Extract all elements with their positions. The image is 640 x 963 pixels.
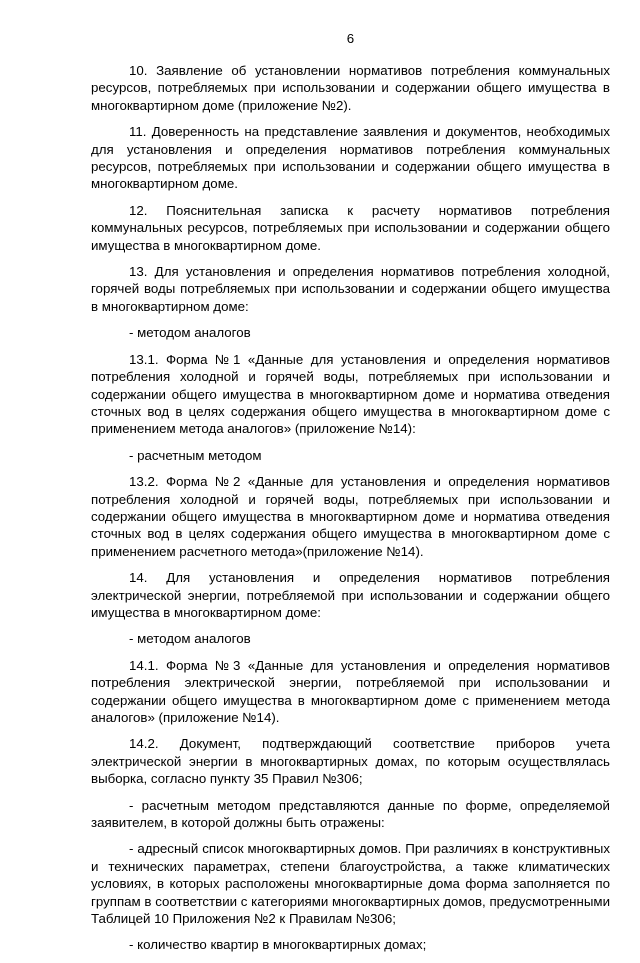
paragraph-method-calculated-2: - расчетным методом представляются данные по форме, определяемой заявителем, в которой должны быть отражены: — [91, 797, 610, 831]
paragraph-method-analogs: - методом аналогов — [129, 325, 251, 341]
paragraph-item-14-2: 14.2. Документ, подтверждающий соответствие приборов учета электрической энергии в многоквартирных домах, по которым осуществлялась выборка, согласно пункту 35 Правил №306; — [91, 736, 610, 787]
paragraph-item-13: 13. Для установления и определения нормативов потребления холодной, горячей воды потребляемых при использовании и содержании общего имущества в многоквартирном доме: — [91, 264, 610, 314]
paragraph-item-14: 14. Для установления и определения нормативов потребления электрической энергии, потребляемой при использовании и содержании общего имущества в многоквартирном доме: — [91, 570, 610, 620]
paragraph-method-calculated: - расчетным методом — [129, 447, 262, 463]
paragraph-item-13-1: 13.1. Форма №1 «Данные для установления и определения нормативов потребления холодной и горячей воды, потребляемых при использовании и содержании общего имущества в многоквартирном доме и норматива отведения сточных вод в целях содержания общего имущества в многоквартирном доме с применением метода аналогов» (приложение №14): — [91, 351, 610, 437]
paragraph-item-12: 12. Пояснительная записка к расчету нормативов потребления коммунальных ресурсов, потребляемых при использовании и содержании общего имущества в многоквартирном доме. — [91, 202, 610, 253]
paragraph-item-14-1: 14.1. Форма №3 «Данные для установления и определения нормативов потребления электрической энергии, потребляемой при использовании и содержании общего имущества в многоквартирном доме с применением метода аналогов» (приложение №14). — [91, 657, 610, 725]
paragraph-item-10: 10. Заявление об установлении нормативов потребления коммунальных ресурсов, потребляемых при использовании и содержании общего имущества в многоквартирном доме (приложение №2). — [91, 63, 610, 113]
paragraph-item-13-2: 13.2. Форма №2 «Данные для установления и определения нормативов потребления холодной и горячей воды, потребляемых при использовании и содержании общего имущества в многоквартирном доме и норматива отведения сточных вод в целях содержания общего имущества в многоквартирном доме с применением расчетного метода»(приложение №14). — [91, 474, 610, 559]
paragraph-item-11: 11. Доверенность на представление заявления и документов, необходимых для установления и определения нормативов потребления коммунальных ресурсов, потребляемых при использовании и содержании общего имущества в многоквартирном доме. — [91, 124, 610, 192]
page-number: 6 — [346, 31, 355, 46]
paragraph-method-analogs-2: - методом аналогов — [129, 631, 251, 647]
document-body — [91, 62, 610, 963]
paragraph-address-list: - адресный список многоквартирных домов. При различиях в конструктивных и технических параметрах, степени благоустройства, а также климатических условиях, в которых расположены многоквартирные дома форма заполняется по группам в соответствии с категориями многоквартирных домов, предусмотренными Таблицей 10 Приложения №2 к Правилам №306; — [91, 841, 610, 927]
paragraph-apartment-count: - количество квартир в многоквартирных домах; — [129, 937, 427, 953]
